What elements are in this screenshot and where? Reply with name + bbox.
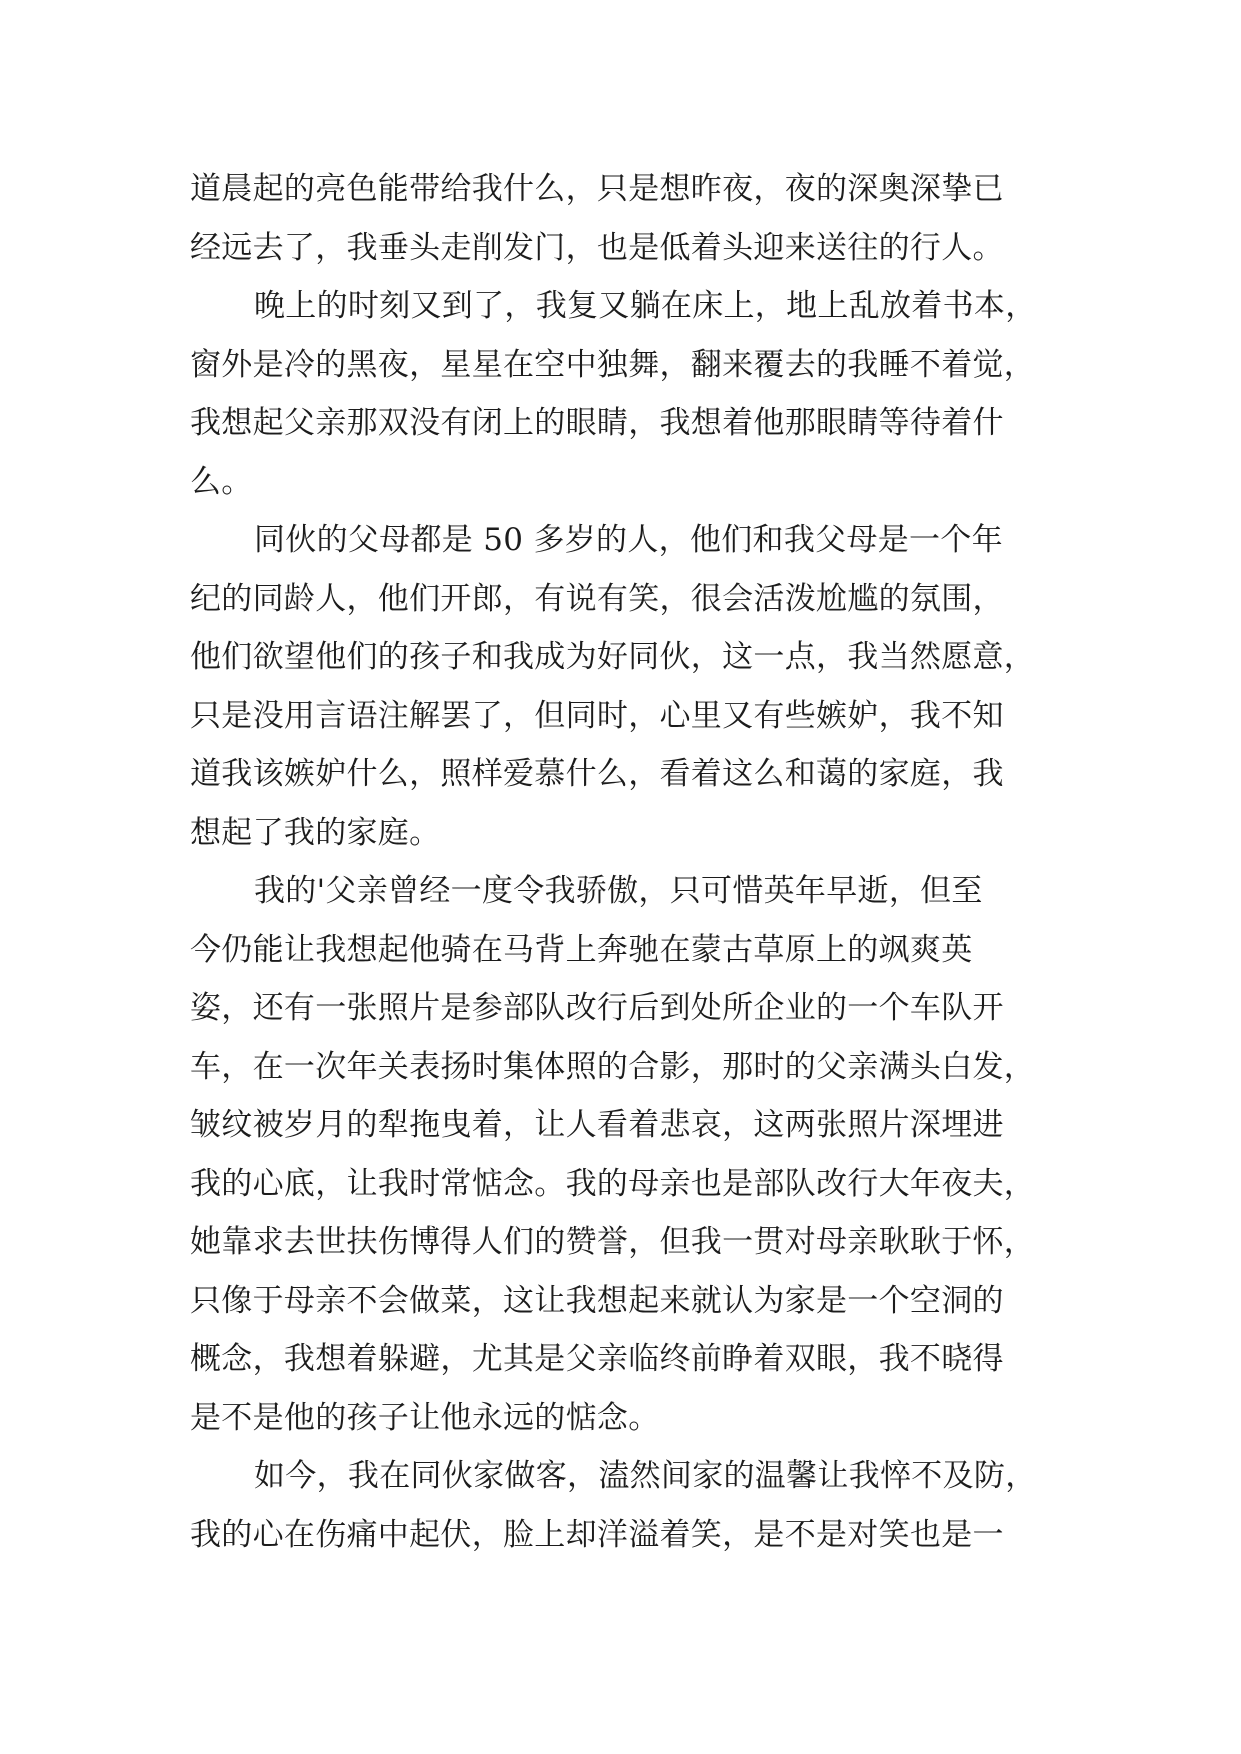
text-line: 道我该嫉妒什么，照样爱慕什么，看着这么和蔼的家庭，我 bbox=[190, 756, 1004, 792]
text-line: 皱纹被岁月的犁拖曳着，让人看着悲哀，这两张照片深埋进 bbox=[190, 1107, 1004, 1143]
paragraph-first-line: 晚上的时刻又到了，我复又躺在床上，地上乱放着书本， bbox=[254, 288, 1037, 324]
text-line: 他们欲望他们的孩子和我成为好同伙，这一点，我当然愿意， bbox=[190, 639, 1036, 675]
text-line: 纪的同龄人，他们开郎，有说有笑，很会活泼尬尴的氛围， bbox=[190, 580, 1004, 617]
text-line: 是不是他的孩子让他永远的惦念。 bbox=[190, 1399, 660, 1436]
text-line: 我的心在伤痛中起伏，脸上却洋溢着笑，是不是对笑也是一 bbox=[190, 1516, 1004, 1553]
text-line: 窗外是冷的黑夜，星星在空中独舞，翻来覆去的我睡不着觉， bbox=[190, 346, 1036, 383]
text-line: 经远去了，我垂头走削发门，也是低着头迎来送往的行人。 bbox=[190, 229, 1004, 266]
text-line: 只像于母亲不会做菜，这让我想起来就认为家是一个空洞的 bbox=[190, 1282, 1004, 1319]
text-line: 车，在一次年关表扬时集体照的合影，那时的父亲满头白发， bbox=[190, 1048, 1036, 1085]
paragraph-first-line: 同伙的父母都是 50 多岁的人，他们和我父母是一个年 bbox=[254, 522, 1003, 558]
text-line: 姿，还有一张照片是参部队改行后到处所企业的一个车队开 bbox=[190, 990, 1004, 1026]
text-line: 道晨起的亮色能带给我什么，只是想昨夜，夜的深奥深挚已 bbox=[190, 171, 1004, 207]
paragraph-first-line: 我的'父亲曾经一度令我骄傲，只可惜英年早逝，但至 bbox=[254, 873, 983, 909]
paragraph-first-line: 如今，我在同伙家做客，溘然间家的温馨让我悴不及防， bbox=[254, 1458, 1037, 1494]
text-line: 我的心底，让我时常惦念。我的母亲也是部队改行大年夜夫， bbox=[190, 1165, 1036, 1202]
text-line: 她靠求去世扶伤博得人们的赞誉，但我一贯对母亲耿耿于怀， bbox=[190, 1224, 1036, 1260]
text-line: 想起了我的家庭。 bbox=[190, 814, 441, 851]
text-line: 么。 bbox=[190, 463, 253, 500]
text-line: 概念，我想着躲避，尤其是父亲临终前睁着双眼，我不晓得 bbox=[190, 1341, 1004, 1377]
text-line: 我想起父亲那双没有闭上的眼睛，我想着他那眼睛等待着什 bbox=[190, 405, 1004, 441]
body-text bbox=[190, 160, 1070, 1564]
text-line: 只是没用言语注解罢了，但同时，心里又有些嫉妒，我不知 bbox=[190, 697, 1004, 734]
text-line: 今仍能让我想起他骑在马背上奔驰在蒙古草原上的飒爽英 bbox=[190, 931, 973, 968]
